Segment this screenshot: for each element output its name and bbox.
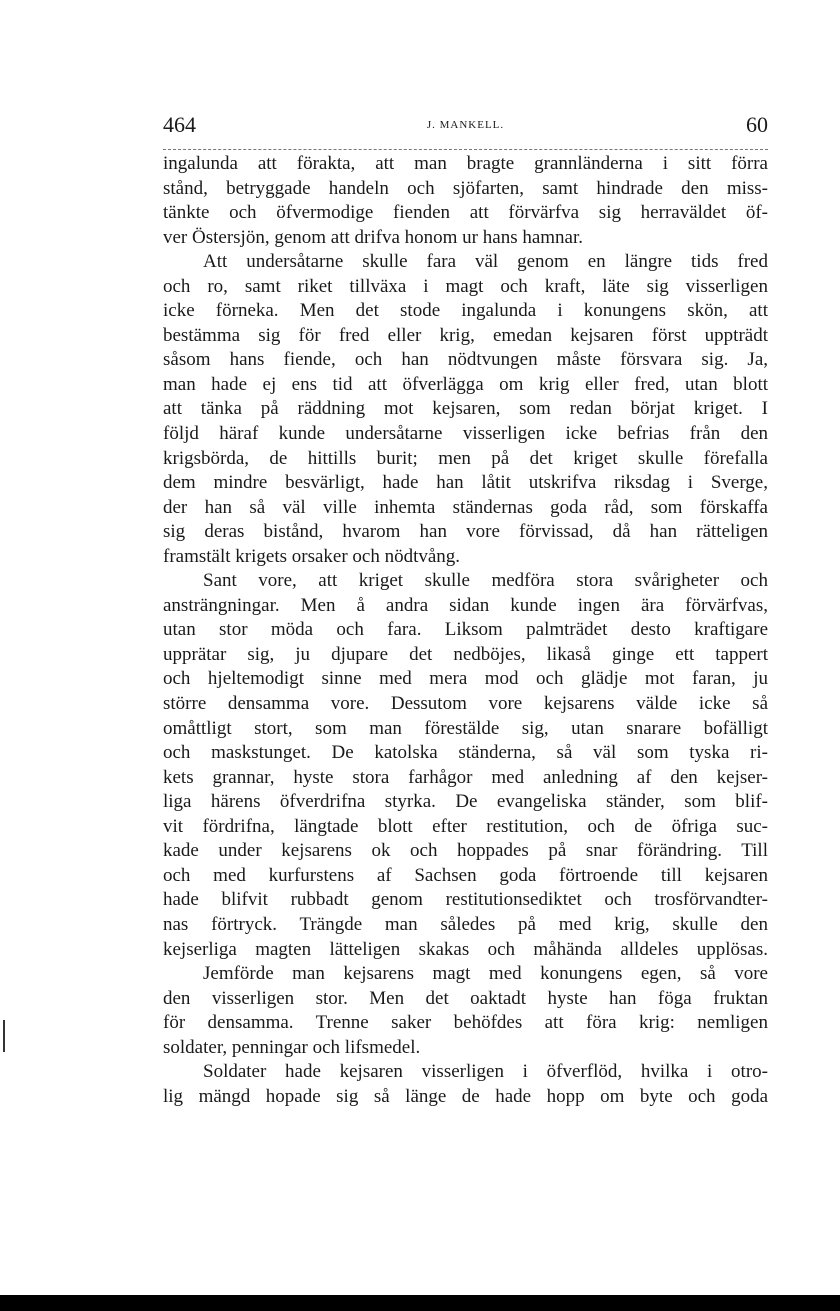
text-line: vit fördrifna, längtade blott efter restitution, och de öfriga suc- [163,815,768,837]
text-line: ingalunda att förakta, att man bragte grannländerna i sitt förra [163,153,768,174]
text-line: framstält krigets orsaker och nödtvång. [163,545,461,567]
text-line: den visserligen stor. Men det oaktadt hyste han föga fruktan [163,987,768,1009]
text-line: man hade ej ens tid att öfverlägga om krig eller fred, utan blott [163,373,768,395]
text-line: såsom hans fiende, och han nödtvungen måste försvara sig. Ja, [163,349,768,371]
scan-edge-mark [3,1020,5,1052]
text-line: större densamma vore. Dessutom vore kejsarens välde icke så [163,693,768,715]
text-line: Jemförde man kejsarens magt med konungens egen, så vore [203,963,768,985]
text-line: bestämma sig för fred eller krig, emedan kejsaren först uppträdt [163,324,768,346]
text-line: kade under kejsarens ok och hoppades på snar förändring. Till [163,840,768,862]
text-line: kejserliga magten lätteligen skakas och måhända alldeles upplösas. [163,938,768,960]
text-line: nas förtryck. Trängde man således på med krig, skulle den [163,913,768,935]
text-line: och med kurfurstens af Sachsen goda förtroende till kejsaren [163,864,768,886]
author-running-title: J. MANKELL. [426,119,505,131]
page-number: 464 [163,112,196,137]
text-line: för densamma. Trenne saker behöfdes att föra krig: nemligen [163,1012,768,1034]
header-rule [163,149,768,150]
text-line: soldater, penningar och lifsmedel. [163,1036,421,1058]
body-text [163,152,768,1109]
text-line: Soldater hade kejsaren visserligen i öfverflöd, hvilka i otro- [203,1061,768,1083]
text-line: att tänka på räddning mot kejsaren, som redan börjat kriget. I [163,398,768,420]
signature-marker: 60 [746,112,768,137]
text-line: krigsbörda, de hittills burit; men på det kriget skulle förefalla [163,447,768,469]
text-line: följd häraf kunde undersåtarne visserligen icke befrias från den [163,423,768,445]
text-line: utan stor möda och fara. Liksom palmträdet desto kraftigare [163,619,768,641]
text-line: och ro, samt riket tillväxa i magt och kraft, läte sig visserligen [163,275,768,297]
text-line: lig mängd hopade sig så länge de hade hopp om byte och goda [163,1085,768,1107]
text-line: der han så väl ville inhemta ständernas goda råd, som förskaffa [163,496,768,518]
text-line: och hjeltemodigt sinne med mera mod och glädje mot faran, ju [163,668,768,690]
running-head [163,112,768,142]
text-line: stånd, betryggade handeln och sjöfarten, samt hindrade den miss- [163,177,768,199]
text-line: kets grannar, hyste stora farhågor med anledning af den kejser- [163,766,768,788]
text-line: tänkte och öfvermodige fienden att förvärfva sig herraväldet öf- [163,202,768,224]
scan-bottom-border [0,1295,840,1311]
text-line: ansträngningar. Men å andra sidan kunde ingen ära förvärfvas, [163,594,768,616]
text-line: liga härens öfverdrifna styrka. De evangeliska ständer, som blif- [163,791,768,813]
text-line: omåttligt stort, som man förestälde sig, utan snarare bofälligt [163,717,768,739]
text-line: dem mindre besvärligt, hade han låtit utskrifva riksdag i Sverge, [163,472,768,494]
text-line: ver Östersjön, genom att drifva honom ur hans hamnar. [163,226,584,248]
text-line: upprätar sig, ju djupare det nedböjes, likaså ginge ett tappert [163,643,768,665]
text-line: Sant vore, att kriget skulle medföra stora svårigheter och [203,570,768,592]
text-line: icke förneka. Men det stode ingalunda i konungens skön, att [163,300,768,322]
text-line: Att undersåtarne skulle fara väl genom en längre tids fred [203,251,768,273]
text-line: sig deras bistånd, hvarom han vore förvissad, då han rätteligen [163,521,768,543]
text-line: och maskstunget. De katolska ständerna, så väl som tyska ri- [163,742,768,764]
text-line: hade blifvit rubbadt genom restitutionsediktet och trosförvandter- [163,889,768,911]
